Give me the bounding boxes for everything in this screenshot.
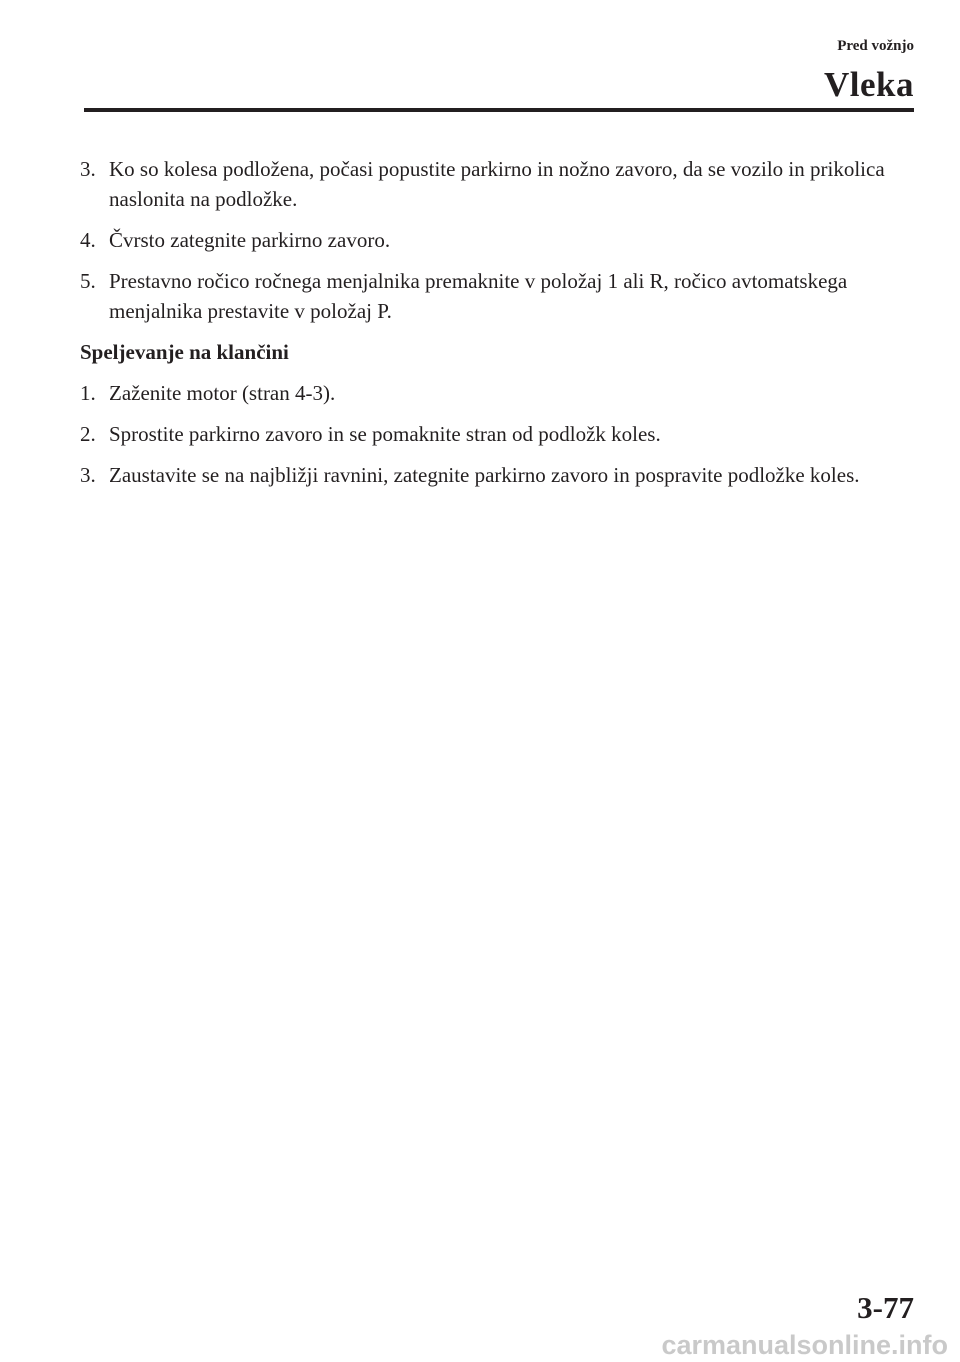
list-item-text: Ko so kolesa podložena, počasi popustite parkirno in nožno zavoro, da se vozilo in prikolica naslonita na podložke.	[109, 157, 885, 211]
section-label: Pred vožnjo	[837, 38, 914, 54]
page-content	[80, 154, 920, 501]
list-item-text: Čvrsto zategnite parkirno zavoro.	[109, 228, 391, 252]
list-item-text: Sprostite parkirno zavoro in se pomaknite stran od podložk koles.	[109, 422, 661, 446]
watermark: carmanualsonline.info	[661, 1330, 948, 1360]
page-header	[824, 36, 914, 106]
list-item-number: 2.	[80, 422, 96, 446]
list-item-number: 4.	[80, 228, 96, 252]
page-number: 3-77	[857, 1290, 914, 1325]
list-item	[80, 460, 920, 490]
list-item	[80, 225, 920, 255]
list-item-number: 3.	[80, 157, 96, 181]
list-item	[80, 419, 920, 449]
header-divider	[84, 108, 914, 112]
list-item-text: Prestavno ročico ročnega menjalnika premaknite v položaj 1 ali R, ročico avtomatskega menjalnika prestavite v položaj P.	[109, 269, 848, 323]
list-item-number: 5.	[80, 269, 96, 293]
list-item-text: Zaženite motor (stran 4-3).	[109, 381, 336, 405]
chapter-title: Vleka	[824, 65, 914, 104]
list-item	[80, 266, 920, 326]
list-item-number: 1.	[80, 381, 96, 405]
list-item-number: 3.	[80, 463, 96, 487]
list-item	[80, 154, 920, 214]
section-subheading: Speljevanje na klančini	[80, 340, 289, 364]
list-item	[80, 378, 920, 408]
list-item-text: Zaustavite se na najbližji ravnini, zategnite parkirno zavoro in pospravite podložke koles.	[109, 463, 860, 487]
